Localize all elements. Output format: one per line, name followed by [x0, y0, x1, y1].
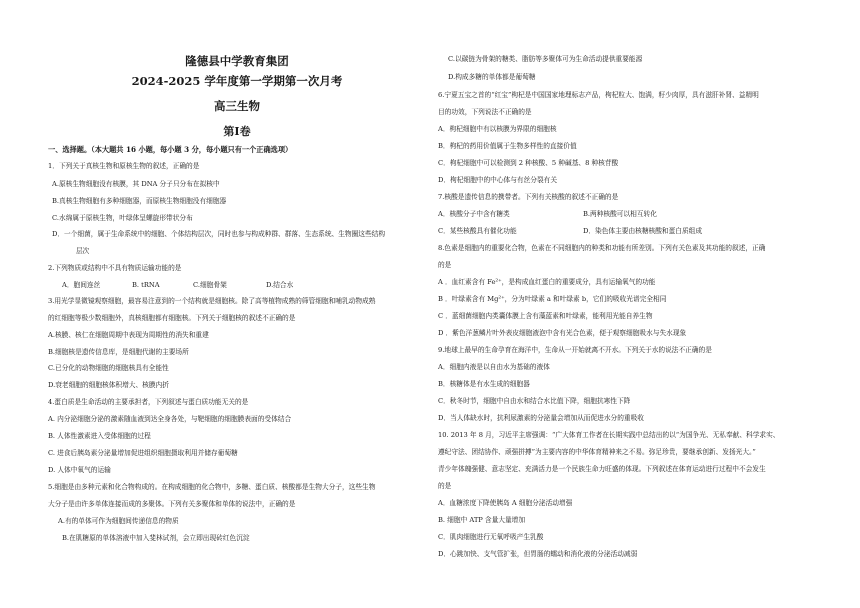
- option-1c: C.水绵属于原核生物，叶绿体呈螺旋形带状分布: [52, 214, 193, 222]
- option-5b: B.在肌糖原的单体溶液中加入斐林试剂，会立即出现砖红色沉淀: [62, 534, 250, 542]
- option-7a: A．核酸分子中含有糖类: [438, 210, 510, 218]
- option-8c: C ．蓝细菌细胞内类囊体膜上含有藻蓝素和叶绿素，能利用光能自养生物: [438, 312, 653, 320]
- option-1d: D．一个细菌，属于生命系统中的细胞、个体结构层次，同时也参与构成种群、群落、生态系统、生物圈这些结构: [52, 230, 386, 238]
- question-5: 5.细胞是由多种元素和化合物构成的。在构成细胞的化合物中，多糖、蛋白质、核酸都是生物大分子，这些生物: [48, 483, 376, 491]
- option-3a: A.核膜、核仁在细胞周期中表现为周期性的消失和重建: [48, 331, 209, 339]
- option-9c: C．秋冬时节，细胞中自由水和结合水比值下降，细胞抗寒性下降: [438, 397, 631, 405]
- option-3b: B.细胞核是遗传信息库，是细胞代谢的主要场所: [48, 348, 189, 356]
- option-5d: D.构成多糖的单体都是葡萄糖: [448, 73, 536, 81]
- option-4d: D. 人体中氧气的运输: [48, 466, 111, 474]
- option-10c: C．肌肉细胞进行无氧呼吸产生乳酸: [438, 533, 544, 541]
- question-10: 10. 2013 年 8 月，习近平主席强调：“广大体育工作者在长期实践中总结出的以“为国争光、无私奉献、科学求实、: [438, 431, 780, 439]
- question-10-cont-3: 的是: [438, 482, 452, 490]
- question-1: 1．下列关于真核生物和原核生物的叙述，正确的是: [48, 162, 200, 170]
- option-6c: C．枸杞细胞中可以检测到 2 种核酸、5 种碱基、8 种核苷酸: [438, 159, 619, 167]
- question-6: 6.宁夏五宝之首的“红宝”枸杞是中国国家地理标志产品，枸杞粒大、饱满，籽少肉厚，具有滋肝补肾、益精明: [438, 91, 759, 99]
- option-2b: B. tRNA: [132, 281, 160, 289]
- option-2d: D.结合水: [266, 281, 294, 289]
- question-6-cont: 目的功效，下列说法不正确的是: [438, 108, 532, 116]
- option-9d: D．当人体缺水时，抗利尿激素的分泌量会增加从而促进水分的重吸收: [438, 414, 644, 422]
- option-7c: C．某些核酸具有催化功能: [438, 227, 517, 235]
- option-8b: B ．叶绿素含有 Mg²⁺，分为叶绿素 a 和叶绿素 b，它们的吸收光谱完全相同: [438, 295, 667, 303]
- option-2a: A．胞间连丝: [62, 281, 101, 289]
- option-6d: D．枸杞细胞中的中心体与有丝分裂有关: [438, 176, 558, 184]
- option-10d: D．心跳加快、支气管扩张，但胃肠的蠕动和消化液的分泌活动减弱: [438, 550, 638, 558]
- question-10-cont-1: 遵纪守法、团结协作、顽强拼搏”为主要内容的中华体育精神来之不易。弥足珍贵，要继承创新、发扬光大。”: [438, 448, 756, 456]
- option-1d-cont: 层次: [76, 247, 90, 255]
- question-8-cont: 的是: [438, 261, 452, 269]
- question-9: 9.地球上最早的生命孕育在海洋中，生命从一开始就离不开水。下列关于水的说法不正确的是: [438, 346, 712, 354]
- option-9b: B．核糖体是有水生成的细胞器: [438, 380, 530, 388]
- option-6b: B．枸杞的药用价值属于生物多样性的直接价值: [438, 142, 577, 150]
- option-9a: A．细胞内液是以自由水为基础的液体: [438, 363, 550, 371]
- option-8d: D ．紫色洋葱鳞片叶外表皮细胞液泡中含有光合色素，便于观察细胞吸水与失水现象: [438, 329, 687, 337]
- exam-title: 2024-2025 学年度第一学期第一次月考: [131, 74, 343, 88]
- option-1a: A.原核生物细胞没有核膜，其 DNA 分子只分布在拟核中: [52, 180, 220, 188]
- school-title: 隆德县中学教育集团: [185, 54, 289, 68]
- option-5c: C.以碳链为骨架的糖类、脂肪等多聚体可为生命活动提供重要能源: [448, 55, 643, 63]
- question-10-cont-2: 青少年体魄强健、意志坚定、充满活力是一个民族生命力旺盛的体现。下列叙述在体育运动进行过程中不会发生: [438, 465, 766, 473]
- question-3-cont: 的红细胞等极少数细胞外，真核细胞都有细胞核。下列关于细胞核的叙述不正确的是: [48, 314, 296, 322]
- option-3d: D.衰老细胞的细胞核体积增大、核膜内折: [48, 381, 169, 389]
- question-5-cont: 大分子是由许多单体连接而成的多聚体。下列有关多聚体和单体的说法中，正确的是: [48, 500, 296, 508]
- question-4: 4.蛋白质是生命活动的主要承担者，下列叙述与蛋白质功能无关的是: [48, 398, 249, 406]
- option-4b: B. 人体性激素进入受体细胞的过程: [48, 432, 151, 440]
- section-heading: 一、选择题。（本大题共 16 小题，每小题 3 分，每小题只有一个正确选项）: [48, 145, 293, 154]
- option-3c: C.已分化的动物细胞的细胞核具有全能性: [48, 364, 169, 372]
- option-1b: B.真核生物细胞有多种细胞器，而原核生物细胞没有细胞器: [52, 197, 227, 205]
- option-6a: A．枸杞细胞中有以核膜为界限的细胞核: [438, 125, 557, 133]
- option-4c: C. 进食后胰岛素分泌量增加促进组织细胞摄取利用并储存葡萄糖: [48, 449, 238, 457]
- volume-title: 第Ⅰ卷: [223, 125, 251, 138]
- option-10a: A．血糖浓度下降使胰岛 A 细胞分泌活动增强: [438, 499, 573, 507]
- subject-title: 高三生物: [214, 99, 260, 113]
- question-3: 3.用光学显微镜观察细胞，最容易注意到的一个结构就是细胞核。除了高等植物成熟的筛管细胞和哺乳动物成熟: [48, 297, 376, 305]
- question-2: 2.下列物质或结构中不具有物质运输功能的是: [48, 264, 182, 272]
- question-7: 7.核酸是遗传信息的携带者。下列有关核酸的叙述不正确的是: [438, 193, 619, 201]
- option-7b: B.两种核酸可以相互转化: [583, 210, 657, 218]
- option-8a: A ．血红素含有 Fe²⁺，是构成血红蛋白的重要成分，具有运输氧气的功能: [438, 278, 656, 286]
- option-2c: C.细胞骨架: [193, 281, 227, 289]
- option-7d: D．染色体主要由核糖核酸和蛋白质组成: [583, 227, 703, 235]
- question-8: 8.色素是细胞内的重要化合物，色素在不同细胞内的种类和功能有所差别。下列有关色素及其功能的叙述，正确: [438, 244, 766, 252]
- option-4a: A. 内分泌细胞分泌的激素随血液到达全身各处，与靶细胞的细胞膜表面的受体结合: [48, 415, 292, 423]
- option-10b: B. 细胞中 ATP 含量大量增加: [438, 516, 526, 524]
- option-5a: A.有的单体可作为细胞间传递信息的物质: [58, 517, 179, 525]
